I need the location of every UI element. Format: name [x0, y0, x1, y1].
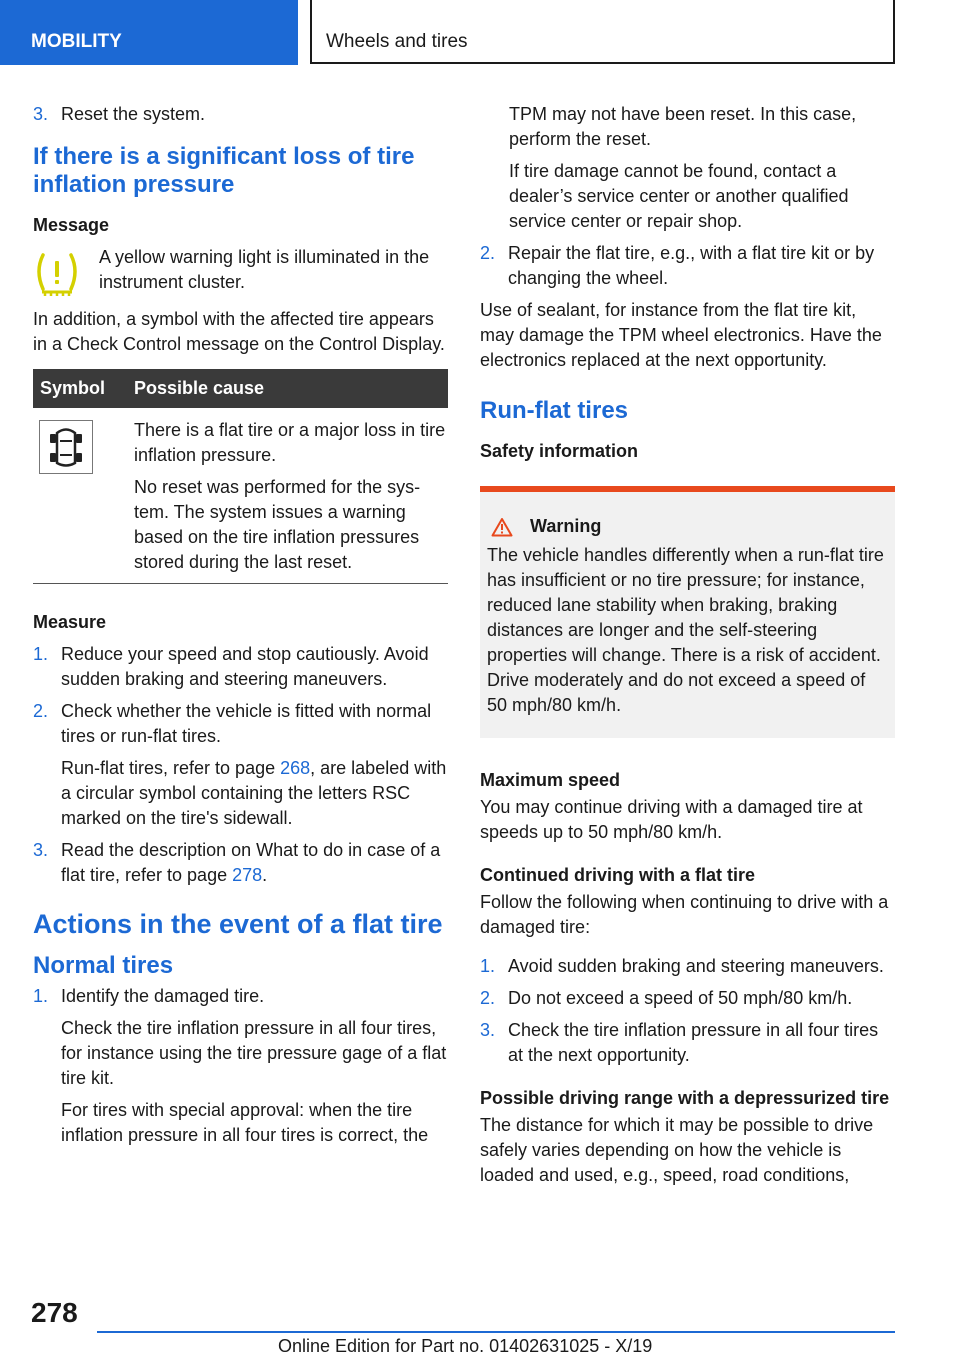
list-text: Repair the flat tire, e.g., with a flat tire kit or by changing the wheel.: [508, 243, 875, 288]
heading-significant-loss: If there is a significant loss of tire inflation pressure: [33, 143, 415, 198]
continued-driving-text: Follow the following when continuing to drive with a damaged tire:: [480, 892, 889, 937]
heading-maximum-speed: Maximum speed: [480, 770, 621, 790]
warning-box: [480, 486, 895, 738]
addition-text: In addition, a symbol with the affected tire appears in a Check Control message on the Control Display.: [33, 309, 445, 354]
page-number: 278: [31, 1297, 78, 1328]
continued-text-2: If tire damage cannot be found, contact a dealer’s service center or another qualified service center or repair shop.: [509, 161, 849, 231]
list-item: [480, 986, 895, 1011]
list-text: Do not exceed a speed of 50 mph/80 km/h.: [508, 988, 853, 1008]
subtext-pre: Run-flat tires, refer to page: [61, 758, 281, 778]
message-text: A yellow warning light is illuminated in the instrument cluster.: [99, 247, 430, 292]
tire-pressure-warning-icon: [33, 251, 81, 297]
list-text: Reset the system.: [61, 104, 206, 124]
list-item: [480, 241, 895, 291]
table-cell-symbol: [33, 408, 127, 584]
list-number: 2.: [480, 243, 496, 263]
warning-title-text: Warning: [530, 516, 602, 536]
header-title-box: [310, 0, 895, 64]
list-text: Identify the damaged tire.: [61, 986, 265, 1006]
list-subtext: Check the tire inflation pressure in all four tires, for instance using the tire pressure gage of a flat tire kit.: [61, 1018, 447, 1088]
heading-continued-driving: Continued driving with a flat tire: [480, 865, 756, 885]
continued-step: [480, 102, 895, 234]
list-item: [33, 102, 448, 127]
list-item: [33, 838, 448, 888]
page-link-268[interactable]: 268: [280, 758, 311, 778]
list-item: [480, 954, 895, 979]
footer-divider: [97, 1331, 895, 1333]
list-item: [33, 699, 448, 831]
list-item: [33, 642, 448, 692]
list-text: Avoid sudden braking and steering maneuvers.: [508, 956, 884, 976]
heading-message: Message: [33, 215, 110, 235]
cause-text-2: No reset was performed for the system. The system issues a warning based on the tire inflation pressures stored during the last reset.: [134, 477, 421, 572]
message-block: [33, 245, 448, 295]
driving-range-text: The distance for which it may be possible to drive safely varies depending on how the vehicle is loaded and used, e.g., speed, road conditions,: [480, 1115, 874, 1185]
list-item: [33, 984, 448, 1148]
warning-triangle-icon: [491, 517, 513, 537]
list-subtext: For tires with special approval: when the tire inflation pressure in all four tires is correct, the: [61, 1100, 429, 1145]
footer-edition: Online Edition for Part no. 01402631025 - X/19: [278, 1336, 653, 1356]
sealant-text: Use of sealant, for instance from the flat tire kit, may damage the TPM wheel electronics. Have the electronics replaced at the next opportunity.: [480, 300, 882, 370]
list-text: Reduce your speed and stop cautiously. Avoid sudden braking and steering maneuvers.: [61, 644, 429, 689]
continued-text-1: TPM may not have been reset. In this case, perform the reset.: [509, 104, 857, 149]
header-title: Wheels and tires: [326, 31, 468, 52]
table-header-symbol: Symbol: [33, 369, 127, 408]
list-number: 2.: [480, 988, 496, 1008]
list-text: [61, 838, 448, 888]
list-subtext: [61, 756, 448, 831]
text-post: .: [262, 865, 268, 885]
header-section: [0, 0, 298, 65]
list-text: Check whether the vehicle is fitted with normal tires or run-flat tires.: [61, 701, 432, 746]
flat-tire-car-icon: [40, 421, 92, 473]
table-row: [33, 408, 448, 584]
header-section-label: MOBILITY: [31, 31, 122, 52]
list-item: [480, 1018, 895, 1068]
warning-text: The vehicle handles differently when a run-flat tire has insufficient or no tire pressure; for instance, reduced lane stability when braking, braking distances are longer and the self-steering properties will change. There is a risk of accident. Drive moderately and do not exceed a speed of 50 mph/80 km/h.: [487, 545, 884, 715]
cause-text-1: There is a flat tire or a major loss in tire inflation pressure.: [134, 420, 446, 465]
heading-normal-tires: Normal tires: [33, 952, 174, 979]
list-number: 3.: [33, 840, 49, 860]
heading-measure: Measure: [33, 612, 107, 632]
heading-safety-information: Safety information: [480, 441, 639, 461]
list-number: 2.: [33, 701, 49, 721]
list-number: 1.: [33, 644, 49, 664]
subtext-post: , are labeled with a circular symbol containing the letters RSC marked on the tire's sidewall.: [61, 758, 447, 828]
heading-driving-range: Possible driving range with a depressurized tire: [480, 1088, 890, 1108]
list-number: 3.: [33, 104, 49, 124]
table-header-row: [33, 369, 448, 408]
page-link-278[interactable]: 278: [232, 865, 263, 885]
table-header-cause: Possible cause: [127, 369, 448, 408]
symbol-box: [39, 420, 93, 474]
list-number: 1.: [33, 986, 49, 1006]
warning-title: [487, 514, 887, 539]
list-text: Check the tire inflation pressure in all four tires at the next opportunity.: [508, 1020, 879, 1065]
heading-actions-flat-tire: Actions in the event of a flat tire: [33, 909, 443, 939]
text-pre: Read the description on What to do in case of a flat tire, refer to page: [61, 840, 441, 885]
left-column: [33, 102, 448, 1155]
list-number: 3.: [480, 1020, 496, 1040]
list-number: 1.: [480, 956, 496, 976]
symbol-table: [33, 369, 448, 584]
table-cell-cause: [127, 408, 448, 584]
right-column: [480, 102, 895, 1188]
maximum-speed-text: You may continue driving with a damaged tire at speeds up to 50 mph/80 km/h.: [480, 797, 863, 842]
heading-run-flat-tires: Run-flat tires: [480, 397, 629, 424]
